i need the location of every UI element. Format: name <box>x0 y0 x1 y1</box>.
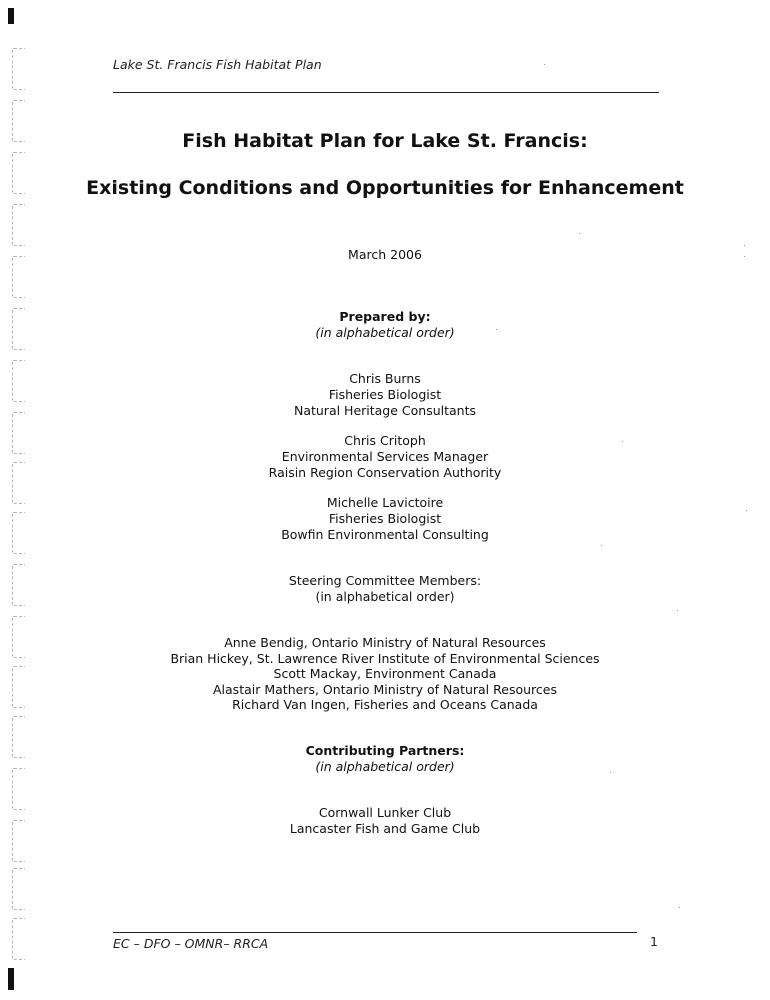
prepared-by-heading: Prepared by: <box>339 309 431 324</box>
committee-member: Alastair Mathers, Ontario Ministry of Natural Resources <box>213 682 557 697</box>
footer-rule <box>113 932 637 933</box>
binder-hole <box>12 48 25 90</box>
header-rule <box>113 92 659 93</box>
author-name: Chris Burns <box>349 371 421 386</box>
partners-note: (in alphabetical order) <box>315 759 455 774</box>
committee-member: Anne Bendig, Ontario Ministry of Natural Resources <box>224 635 546 650</box>
steering-heading: Steering Committee Members: <box>288 573 482 588</box>
partner-item: Cornwall Lunker Club <box>318 805 452 820</box>
document-subtitle: Existing Conditions and Opportunities for Enhancement <box>86 177 684 199</box>
binder-hole <box>12 204 25 246</box>
binder-hole <box>12 868 25 910</box>
author-org: Bowfin Environmental Consulting <box>281 527 489 542</box>
prepared-by-note: (in alphabetical order) <box>315 325 455 340</box>
author-role: Environmental Services Manager <box>281 449 489 464</box>
scan-speck <box>746 510 747 511</box>
running-header: Lake St. Francis Fish Habitat Plan <box>113 57 322 72</box>
binder-mark-bottom <box>8 968 14 990</box>
scan-speck <box>744 256 745 257</box>
author-role: Fisheries Biologist <box>328 511 442 526</box>
scan-speck <box>496 329 497 330</box>
author-org: Natural Heritage Consultants <box>293 403 477 418</box>
scan-speck <box>610 772 611 773</box>
author-role: Fisheries Biologist <box>328 387 442 402</box>
footer-agencies: EC – DFO – OMNR– RRCA <box>113 936 269 951</box>
scan-speck <box>544 64 545 65</box>
author-org: Raisin Region Conservation Authority <box>268 465 502 480</box>
committee-member: Richard Van Ingen, Fisheries and Oceans Canada <box>232 697 538 712</box>
scan-speck <box>744 245 745 246</box>
author-name: Chris Critoph <box>344 433 426 448</box>
scan-speck <box>601 545 602 546</box>
partners-heading: Contributing Partners: <box>305 743 465 758</box>
scan-speck <box>622 441 623 442</box>
committee-member: Scott Mackay, Environment Canada <box>273 666 497 681</box>
page-number: 1 <box>650 934 658 949</box>
binder-hole <box>12 918 25 960</box>
author-name: Michelle Lavictoire <box>326 495 444 510</box>
scan-speck <box>579 233 580 234</box>
steering-note: (in alphabetical order) <box>315 589 455 604</box>
publication-date: March 2006 <box>348 247 422 262</box>
binder-mark-top <box>8 8 14 24</box>
partner-item: Lancaster Fish and Game Club <box>289 821 481 836</box>
scan-speck <box>679 907 680 908</box>
scan-speck <box>677 610 678 611</box>
committee-member: Brian Hickey, St. Lawrence River Institute of Environmental Sciences <box>170 651 600 666</box>
document-title: Fish Habitat Plan for Lake St. Francis: <box>182 130 588 152</box>
